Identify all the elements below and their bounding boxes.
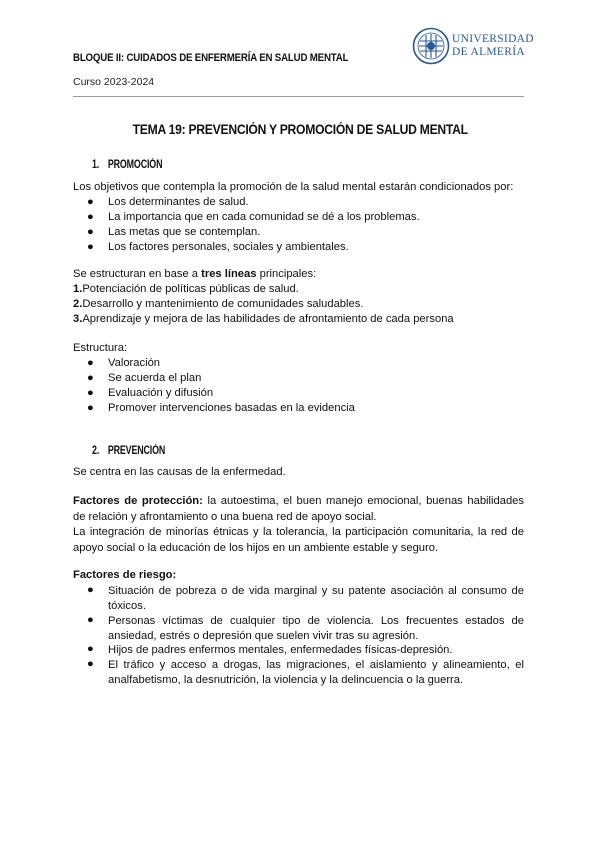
bullet-icon: ● (87, 584, 94, 596)
lineas-intro: Se estructuran en base a tres líneas principales: (73, 268, 317, 280)
logo-line-1: UNIVERSIDAD (452, 33, 534, 45)
estructura-item: Evaluación y difusión (108, 387, 214, 399)
university-seal-icon (412, 27, 450, 65)
estructura-label: Estructura: (73, 342, 128, 354)
section-heading-promocion: 1. PROMOCIÓN (92, 159, 163, 171)
bullet-icon: ● (87, 226, 94, 238)
factores-proteccion: Factores de protección: la autoestima, el buen manejo emocional, buenas habilidades de relación y afrontamiento o una buena red de apoyo social. (73, 495, 524, 523)
factores-riesgo-label: Factores de riesgo: (73, 569, 177, 581)
objetivo-item: La importancia que en cada comunidad se dé a los problemas. (108, 211, 420, 223)
promocion-intro: Los objetivos que contempla la promoción de la salud mental estarán condicionados por: (73, 181, 514, 193)
bullet-icon: ● (87, 402, 94, 414)
bullet-icon: ● (87, 211, 94, 223)
riesgo-item: Personas víctimas de cualquier tipo de violencia. Los frecuentes estados de ansiedad, estrés o depresión que suelen vivir tras su agresión. (108, 615, 524, 642)
bullet-icon: ● (87, 196, 94, 208)
university-logo (412, 27, 534, 67)
linea-item: 3.Aprendizaje y mejora de las habilidades de afrontamiento de cada persona (73, 313, 454, 325)
objetivo-item: Los determinantes de salud. (108, 196, 249, 208)
section-heading-prevencion: 2. PREVENCIÓN (92, 445, 166, 457)
linea-item: 2.Desarrollo y mantenimiento de comunidades saludables. (73, 298, 364, 310)
objetivo-item: Las metas que se contemplan. (108, 226, 261, 238)
estructura-item: Se acuerda el plan (108, 372, 202, 384)
bullet-icon: ● (87, 658, 94, 670)
logo-line-2: DE ALMERÍA (452, 46, 525, 58)
linea-item: 1.Potenciación de políticas públicas de salud. (73, 283, 299, 295)
course-title: BLOQUE II: CUIDADOS DE ENFERMERÍA EN SALUD MENTAL (73, 52, 349, 64)
bullet-icon: ● (87, 357, 94, 369)
page-title: TEMA 19: PREVENCIÓN Y PROMOCIÓN DE SALUD MENTAL (132, 122, 468, 137)
bullet-icon: ● (87, 643, 94, 655)
prevencion-intro: Se centra en las causas de la enfermedad. (73, 466, 286, 478)
riesgo-item: Situación de pobreza o de vida marginal y su patente asociación al consumo de tóxicos. (108, 585, 524, 612)
riesgo-item: Hijos de padres enfermos mentales, enfermedades físicas-depresión. (108, 644, 453, 656)
bullet-icon: ● (87, 614, 94, 626)
course-year: Curso 2023-2024 (73, 76, 155, 88)
objetivo-item: Los factores personales, sociales y ambientales. (108, 241, 349, 253)
bullet-icon: ● (87, 372, 94, 384)
riesgo-item: El tráfico y acceso a drogas, las migraciones, el aislamiento y alineamiento, el analfabetismo, la desnutrición, la violencia y la delincuencia o la guerra. (108, 659, 524, 686)
bullet-icon: ● (87, 241, 94, 253)
header-divider (73, 96, 524, 97)
estructura-item: Valoración (108, 357, 161, 369)
logo-wordmark (452, 33, 534, 59)
estructura-item: Promover intervenciones basadas en la evidencia (108, 402, 355, 414)
factores-proteccion-extra: La integración de minorías étnicas y la tolerancia, la participación comunitaria, la red de apoyo social o la educación de los hijos en un ambiente estable y seguro. (73, 526, 524, 554)
bullet-icon: ● (87, 387, 94, 399)
